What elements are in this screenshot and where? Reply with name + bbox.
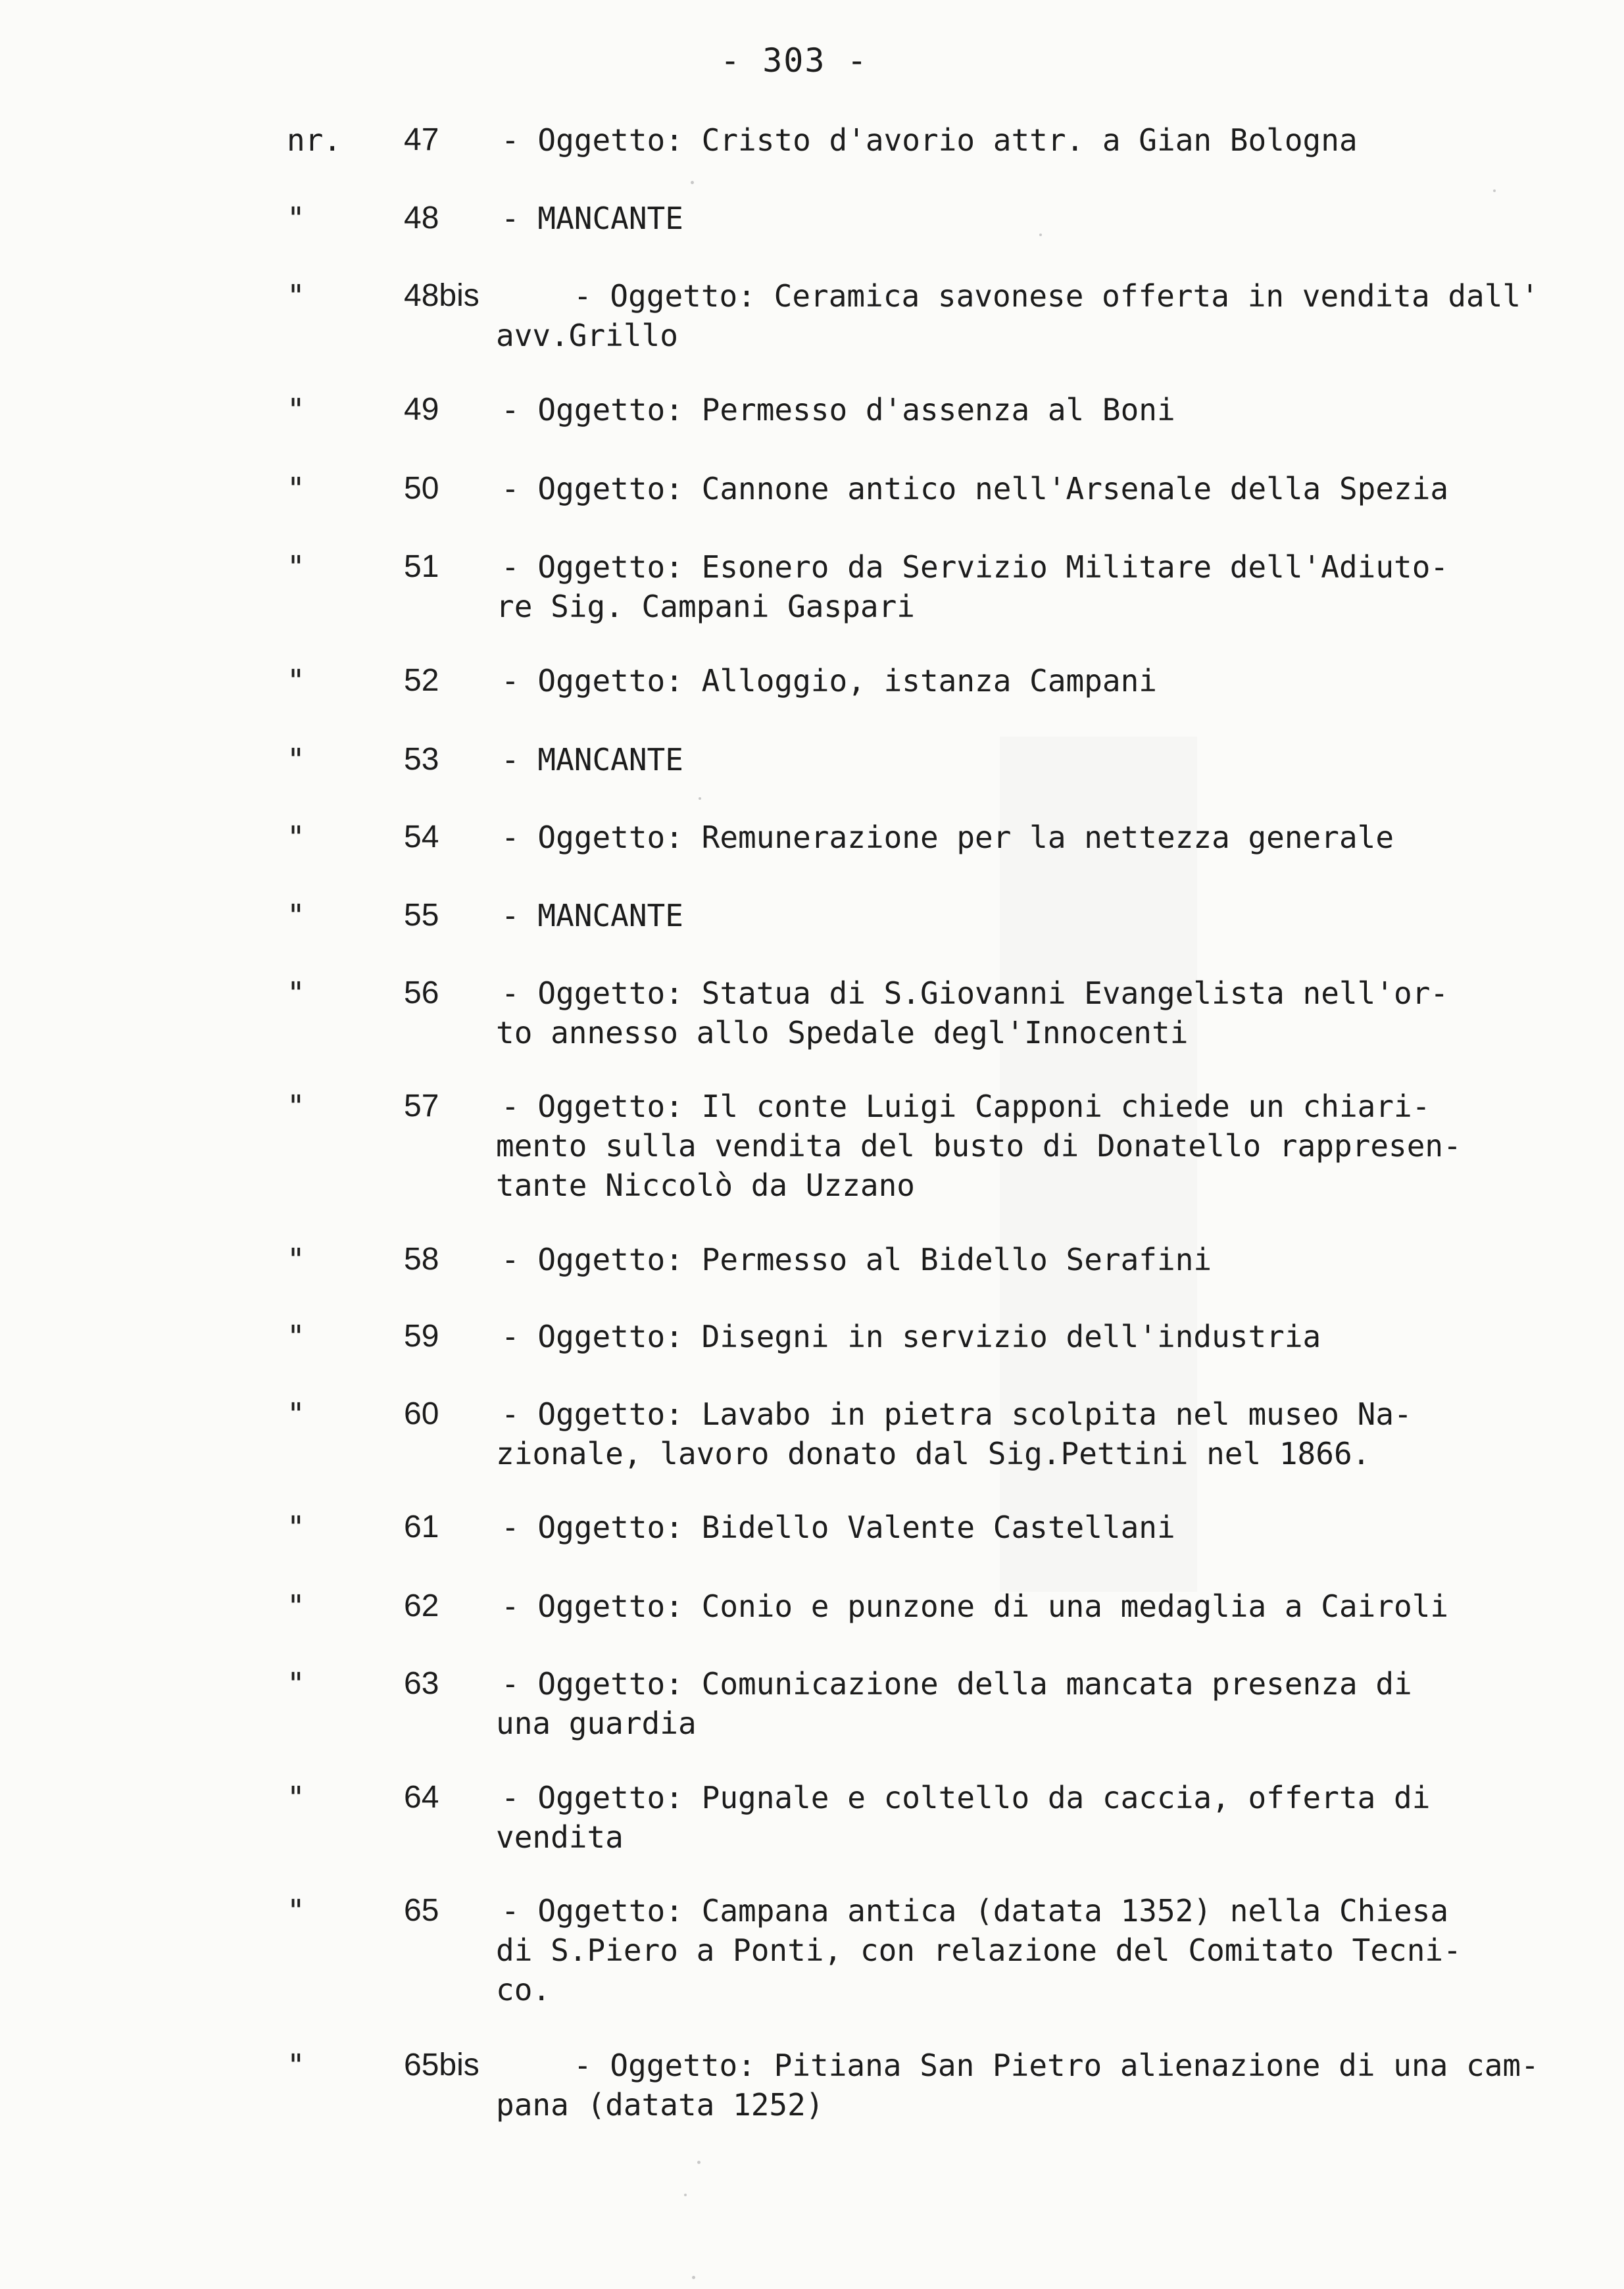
entry-text	[501, 120, 1554, 160]
entry-prefix: "	[287, 201, 305, 236]
entry-line: - Oggetto: Pitiana San Pietro alienazione di una cam-	[574, 2048, 1539, 2083]
entry-continuation-line: re Sig. Campani Gaspari	[496, 589, 915, 624]
entry-number: 63	[404, 1666, 439, 1701]
entry-number: 57	[404, 1089, 439, 1123]
entry-prefix: "	[287, 1319, 305, 1354]
entry-text	[496, 973, 1554, 1052]
entry-text	[501, 661, 1554, 701]
entry-line: - Oggetto: Ceramica savonese offerta in vendita dall'	[574, 278, 1539, 314]
entry-prefix: "	[287, 278, 305, 314]
entry-text	[496, 1778, 1554, 1857]
entry-prefix: nr.	[287, 122, 342, 158]
entry-prefix: "	[287, 1396, 305, 1432]
entry-line: - MANCANTE	[501, 201, 683, 236]
entry-prefix: "	[287, 1242, 305, 1277]
entry-line: - MANCANTE	[501, 742, 683, 777]
entry-number: 62	[404, 1588, 439, 1623]
entry-text	[496, 1394, 1554, 1473]
entry-number: 55	[404, 898, 439, 933]
entry-number: 49	[404, 392, 439, 427]
page-number: - 303 -	[720, 41, 868, 80]
entry-text	[501, 896, 1554, 935]
entry-number: 59	[404, 1319, 439, 1354]
entry-continuation-line: avv.Grillo	[496, 318, 678, 353]
entry-text	[501, 1240, 1554, 1279]
entry-continuation-line: zionale, lavoro donato dal Sig.Pettini nel 1866.	[496, 1436, 1371, 1471]
entry-text	[501, 390, 1554, 430]
entry-prefix: "	[287, 820, 305, 855]
entry-number: 60	[404, 1396, 439, 1431]
entry-text	[501, 469, 1554, 508]
entry-number: 47	[404, 122, 439, 157]
scan-speck	[684, 2194, 687, 2196]
entry-text	[501, 740, 1554, 779]
entry-prefix: "	[287, 549, 305, 585]
scan-speck	[1039, 234, 1042, 236]
entry-number: 61	[404, 1510, 439, 1544]
entry-prefix: "	[287, 1780, 305, 1815]
entry-prefix: "	[287, 663, 305, 699]
entry-continuation-line: to annesso allo Spedale degl'Innocenti	[496, 1015, 1189, 1050]
entry-text	[496, 1664, 1554, 1743]
entry-number: 65bis	[404, 2048, 480, 2082]
entry-line: - Oggetto: Esonero da Servizio Militare dell'Adiuto-	[501, 549, 1449, 585]
entry-line: - MANCANTE	[501, 898, 683, 933]
entry-continuation-line: co.	[496, 1972, 551, 2007]
scan-speck	[1493, 189, 1496, 192]
entry-number: 51	[404, 549, 439, 584]
entry-continuation-line: una guardia	[496, 1706, 697, 1741]
entry-continuation-line: di S.Piero a Ponti, con relazione del Comitato Tecni-	[496, 1932, 1462, 1968]
entry-text	[496, 1087, 1554, 1205]
entry-line: - Oggetto: Disegni in servizio dell'industria	[501, 1319, 1321, 1354]
entry-prefix: "	[287, 1089, 305, 1124]
entry-number: 65	[404, 1893, 439, 1928]
scan-speck	[699, 797, 701, 800]
entry-line: - Oggetto: Bidello Valente Castellani	[501, 1510, 1175, 1545]
entry-line: - Oggetto: Il conte Luigi Capponi chiede un chiari-	[501, 1089, 1431, 1124]
entry-prefix: "	[287, 471, 305, 506]
entry-line: - Oggetto: Pugnale e coltello da caccia, offerta di	[501, 1780, 1431, 1815]
entry-text	[496, 276, 1554, 355]
entry-text	[501, 818, 1554, 857]
entry-line: - Oggetto: Remunerazione per la nettezza generale	[501, 820, 1394, 855]
entry-text	[501, 1587, 1554, 1626]
entry-text	[501, 199, 1554, 238]
entry-line: - Oggetto: Permesso al Bidello Serafini	[501, 1242, 1212, 1277]
entry-prefix: "	[287, 392, 305, 428]
entry-number: 53	[404, 742, 439, 777]
entry-number: 52	[404, 663, 439, 698]
entry-prefix: "	[287, 2048, 305, 2083]
entry-continuation-line: vendita	[496, 1819, 624, 1855]
entry-text	[496, 1891, 1554, 2009]
scan-speck	[691, 181, 694, 184]
entry-line: - Oggetto: Campana antica (datata 1352) nella Chiesa	[501, 1893, 1449, 1929]
entry-text	[501, 1317, 1554, 1356]
entry-prefix: "	[287, 1893, 305, 1929]
entry-line: - Oggetto: Lavabo in pietra scolpita nel museo Na-	[501, 1396, 1412, 1432]
entry-number: 48	[404, 201, 439, 235]
entry-line: - Oggetto: Statua di S.Giovanni Evangelista nell'or-	[501, 975, 1449, 1011]
entry-line: - Oggetto: Alloggio, istanza Campani	[501, 663, 1157, 699]
entry-number: 48bis	[404, 278, 480, 313]
entry-line: - Oggetto: Cannone antico nell'Arsenale della Spezia	[501, 471, 1449, 506]
entry-prefix: "	[287, 898, 305, 933]
entry-number: 56	[404, 975, 439, 1010]
entry-prefix: "	[287, 1510, 305, 1545]
entry-continuation-line: tante Niccolò da Uzzano	[496, 1168, 915, 1203]
entry-text	[501, 1508, 1554, 1547]
entry-prefix: "	[287, 742, 305, 777]
entry-text	[496, 2046, 1554, 2125]
entry-line: - Oggetto: Conio e punzone di una medaglia a Cairoli	[501, 1588, 1449, 1624]
entry-prefix: "	[287, 1588, 305, 1624]
entry-number: 64	[404, 1780, 439, 1815]
scan-speck	[692, 2276, 695, 2279]
entry-line: - Oggetto: Comunicazione della mancata presenza di	[501, 1666, 1412, 1702]
entry-line: - Oggetto: Permesso d'assenza al Boni	[501, 392, 1175, 428]
entry-number: 58	[404, 1242, 439, 1277]
entry-continuation-line: mento sulla vendita del busto di Donatello rappresen-	[496, 1128, 1462, 1164]
entry-number: 54	[404, 820, 439, 854]
entry-line: - Oggetto: Cristo d'avorio attr. a Gian Bologna	[501, 122, 1358, 158]
entry-continuation-line: pana (datata 1252)	[496, 2087, 824, 2123]
entry-text	[496, 547, 1554, 626]
entry-prefix: "	[287, 975, 305, 1011]
scan-speck	[697, 2161, 701, 2164]
entry-prefix: "	[287, 1666, 305, 1702]
entry-number: 50	[404, 471, 439, 506]
